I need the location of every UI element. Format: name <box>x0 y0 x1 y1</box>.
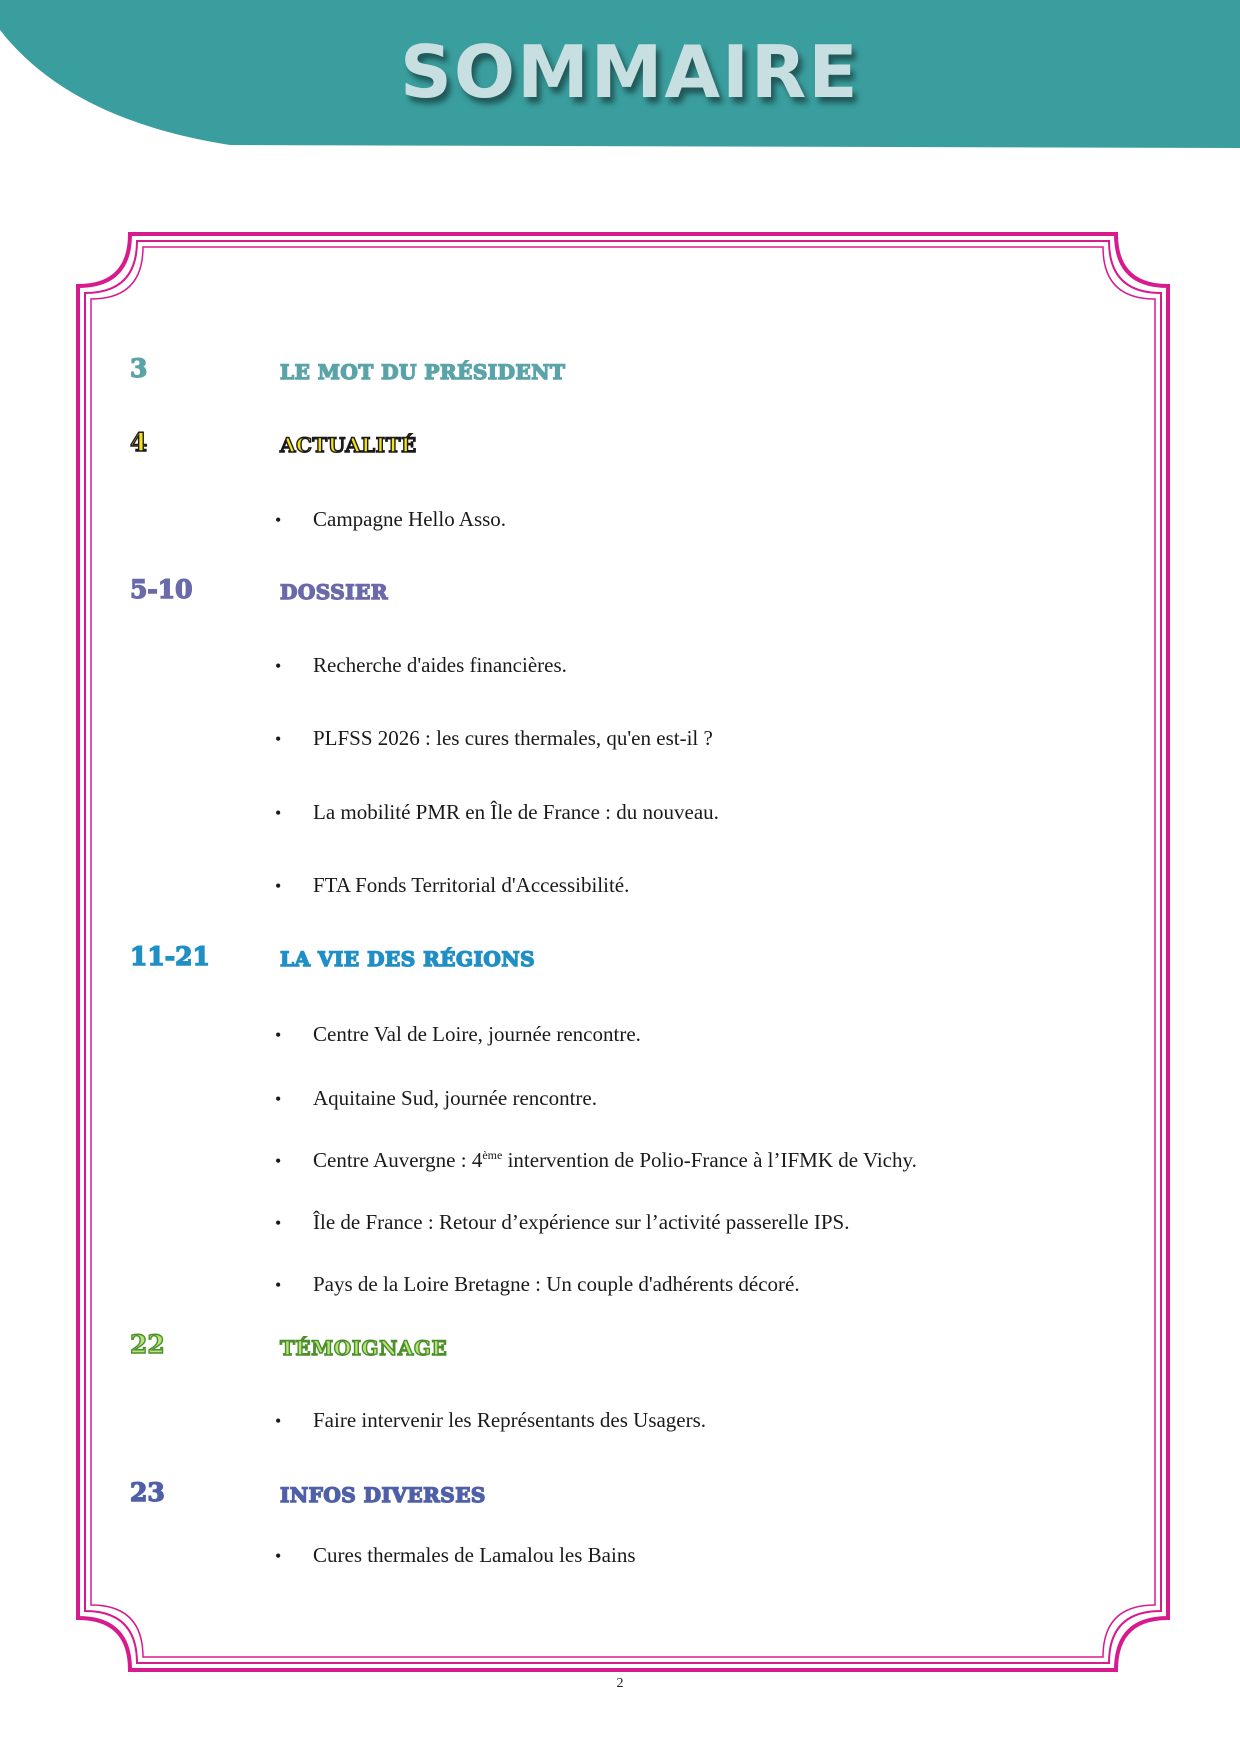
bullet-icon: • <box>275 510 282 530</box>
bullet-icon: • <box>275 1275 282 1295</box>
bullet-icon: • <box>275 656 282 676</box>
section-page-number: 22 <box>130 1330 165 1359</box>
list-item-text: Pays de la Loire Bretagne : Un couple d'adhérents décoré. <box>313 1272 800 1296</box>
section-title[interactable]: INFOS DIVERSES <box>280 1483 486 1507</box>
list-item[interactable] <box>275 873 1095 898</box>
list-item-text: PLFSS 2026 : les cures thermales, qu'en est-il ? <box>313 726 713 750</box>
list-item-text: FTA Fonds Territorial d'Accessibilité. <box>313 873 630 897</box>
list-item[interactable] <box>275 1408 1095 1433</box>
section-title[interactable]: DOSSIER <box>280 580 388 604</box>
bullet-icon: • <box>275 876 282 896</box>
list-item[interactable] <box>275 653 1095 678</box>
list-item-text: Campagne Hello Asso. <box>313 507 507 531</box>
list-item[interactable] <box>275 1022 1095 1047</box>
list-item-text: Centre Val de Loire, journée rencontre. <box>313 1022 641 1046</box>
list-item[interactable] <box>275 507 1095 532</box>
list-item-text: Faire intervenir les Représentants des Usagers. <box>313 1408 707 1432</box>
list-item[interactable] <box>275 726 1095 751</box>
bullet-icon: • <box>275 1151 282 1171</box>
page-number: 2 <box>616 1676 624 1691</box>
section-page-number: 5-10 <box>130 575 193 604</box>
list-item-text: La mobilité PMR en Île de France : du nouveau. <box>313 800 719 824</box>
list-item-text: Centre Auvergne : 4 <box>313 1148 483 1172</box>
section-page-number: 3 <box>130 354 148 383</box>
bullet-icon: • <box>275 803 282 823</box>
section-title[interactable]: LE MOT DU PRÉSIDENT <box>280 360 566 384</box>
section-page-number: 11-21 <box>130 942 210 971</box>
bullet-icon: • <box>275 1025 282 1045</box>
list-item-text: Aquitaine Sud, journée rencontre. <box>313 1086 597 1110</box>
list-item[interactable] <box>275 1543 1095 1568</box>
list-item[interactable] <box>275 1210 1095 1235</box>
list-item-text: Cures thermales de Lamalou les Bains <box>313 1543 636 1567</box>
list-item-text: intervention de Polio-France à l’IFMK de Vichy. <box>502 1148 917 1172</box>
list-item-text: Île de France : Retour d’expérience sur l’activité passerelle IPS. <box>313 1210 850 1234</box>
bullet-icon: • <box>275 1411 282 1431</box>
list-item-text: Recherche d'aides financières. <box>313 653 567 677</box>
bullet-icon: • <box>275 1546 282 1566</box>
list-item-superscript: ème <box>482 1148 503 1162</box>
section-page-number: 23 <box>130 1478 165 1507</box>
list-item[interactable] <box>275 800 1095 825</box>
bullet-icon: • <box>275 1213 282 1233</box>
bullet-icon: • <box>275 729 282 749</box>
page-title: SOMMAIRE <box>400 30 860 114</box>
bullet-icon: • <box>275 1089 282 1109</box>
section-title[interactable]: TÉMOIGNAGE <box>280 1336 448 1360</box>
list-item[interactable] <box>275 1086 1095 1111</box>
list-item[interactable] <box>275 1148 1095 1173</box>
section-title[interactable]: ACTUALITÉ <box>280 433 417 457</box>
section-page-number: 4 <box>130 428 148 457</box>
list-item[interactable] <box>275 1272 1095 1297</box>
section-title[interactable]: LA VIE DES RÉGIONS <box>280 947 536 971</box>
